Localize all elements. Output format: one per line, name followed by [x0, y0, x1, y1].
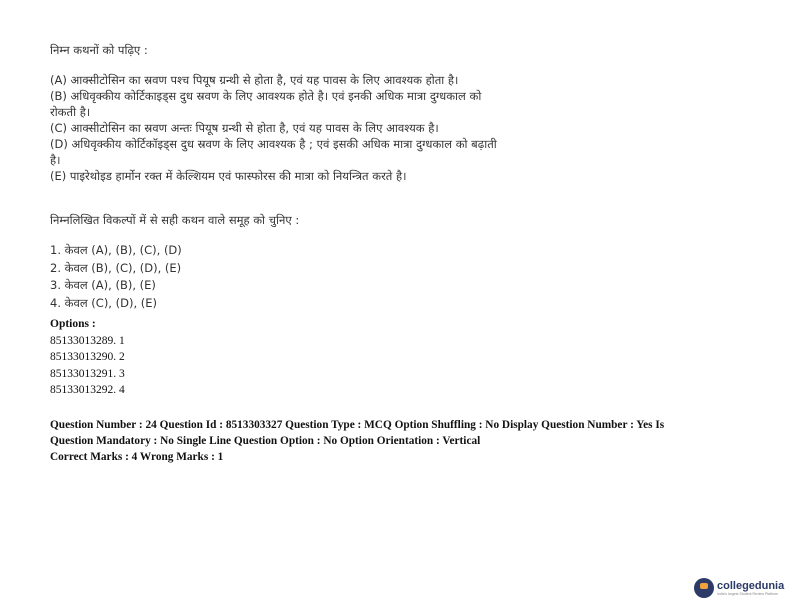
- answer-choice: 4. केवल (C), (D), (E): [50, 295, 157, 310]
- question-metadata: [50, 417, 664, 465]
- metadata-line: Question Mandatory : No Single Line Question Option : No Option Orientation : Vertical: [50, 435, 481, 447]
- option-id: 85133013289. 1: [50, 334, 125, 347]
- statement-line: (D) अधिवृक्कीय कोर्टिकॉइड्स दुध स्रवण के लिए आवश्यक है ; एवं इसकी अधिक मात्रा दुग्धकाल को बढ़ाती: [50, 137, 497, 151]
- options-block: [50, 316, 125, 399]
- collegedunia-logo: [694, 578, 784, 598]
- metadata-line: Question Number : 24 Question Id : 8513303327 Question Type : MCQ Option Shuffling : No Display Question Number : Yes Is: [50, 419, 665, 431]
- option-id: 85133013290. 2: [50, 351, 125, 363]
- choose-prompt: [50, 212, 299, 228]
- statement-line: (E) पाइरेथोइड हार्मोन रक्त में केल्शियम एवं फास्फोरस की मात्रा को नियन्त्रित करते है।: [50, 169, 407, 183]
- answer-choice: 1. केवल (A), (B), (C), (D): [50, 243, 182, 257]
- intro-text: निम्न कथनों को पढ़िए :: [50, 43, 148, 57]
- logo-tagline: India's largest Student Review Platform: [717, 592, 778, 596]
- statement-line: है।: [50, 153, 61, 167]
- choose-prompt-text: निम्नलिखित विकल्पों में से सही कथन वाले समूह को चुनिए :: [50, 213, 300, 227]
- logo-brand: collegedunia: [717, 580, 785, 592]
- options-label: Options :: [50, 318, 96, 330]
- metadata-line: Correct Marks : 4 Wrong Marks : 1: [50, 451, 224, 463]
- graduate-cap-icon: [694, 578, 714, 598]
- statement-line: (A) आक्सीटोसिन का स्रवण पश्च पियूष ग्रन्थी से होता है, एवं यह पावस के लिए आवश्यक होता है।: [50, 73, 459, 87]
- answer-choice: 2. केवल (B), (C), (D), (E): [50, 260, 182, 275]
- answer-choice: 3. केवल (A), (B), (E): [50, 278, 156, 292]
- question-intro: [50, 42, 148, 58]
- statement-line: रोकती है।: [50, 105, 91, 119]
- statement-line: (C) आक्सीटोसिन का स्रवण अन्तः पियूष ग्रन्थी से होता है, एवं यह पावस के लिए आवश्यक है।: [50, 121, 439, 135]
- answer-choices: [50, 242, 182, 312]
- option-id: 85133013292. 4: [50, 384, 125, 396]
- option-id: 85133013291. 3: [50, 367, 125, 380]
- statements-list: [50, 72, 497, 184]
- statement-line: (B) अधिवृक्कीय कोर्टिकाइड्स दुध स्रवण के लिए आवश्यक होते है। एवं इनकी अधिक मात्रा दुग्धकाल को: [50, 89, 482, 103]
